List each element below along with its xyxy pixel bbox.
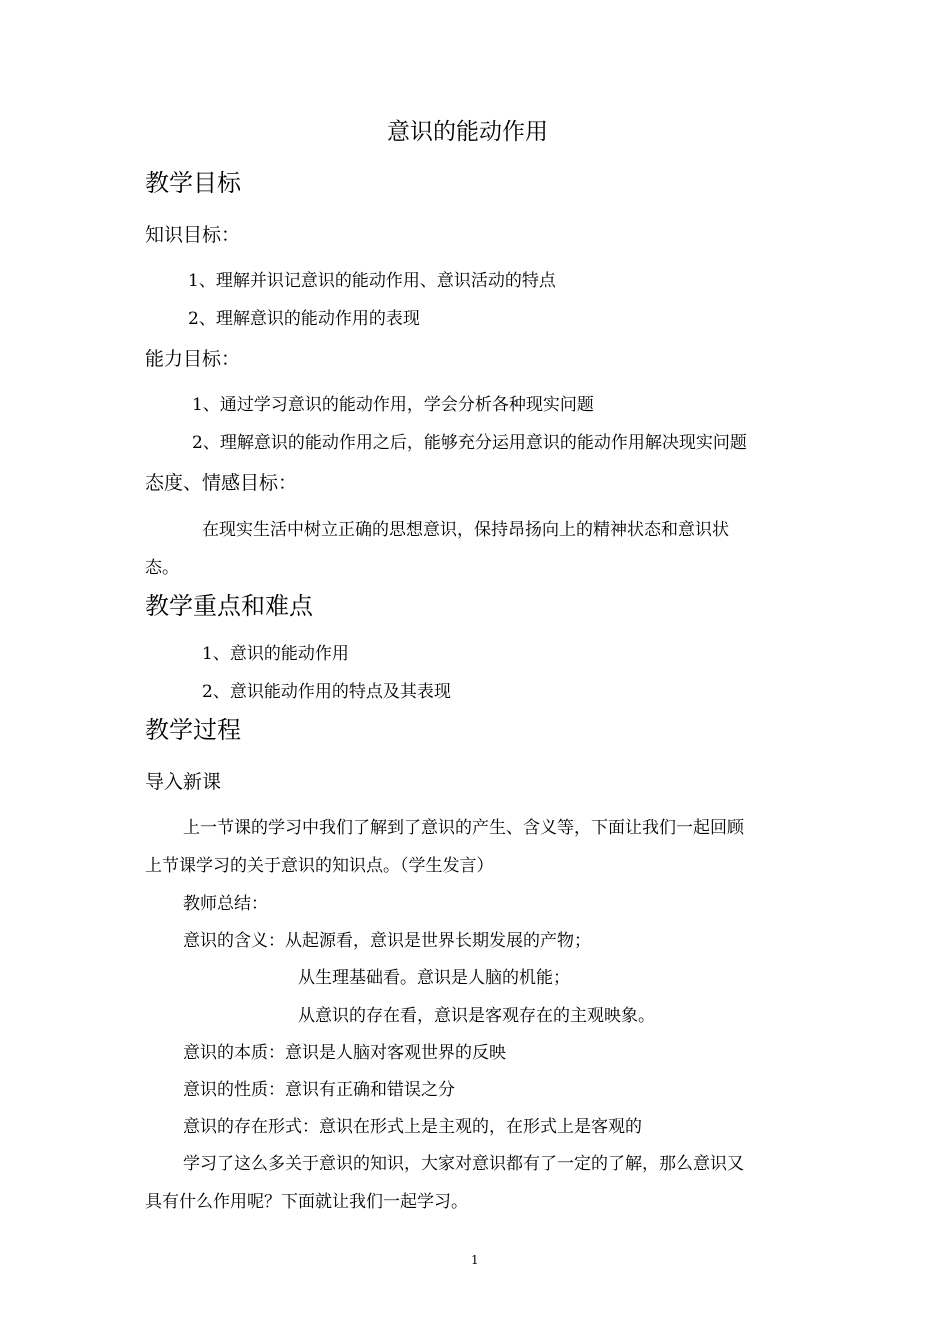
meaning-line-1: 意识的含义：从起源看，意识是世界长期发展的产物；	[183, 931, 591, 951]
form-line: 意识的存在形式：意识在形式上是主观的，在形式上是客观的	[183, 1117, 642, 1137]
heading-process: 教学过程	[145, 716, 241, 744]
knowledge-item-1: 1、理解并识记意识的能动作用、意识活动的特点	[188, 271, 556, 291]
knowledge-item-2: 2、理解意识的能动作用的表现	[188, 309, 420, 329]
ability-item-2: 2、理解意识的能动作用之后，能够充分运用意识的能动作用解决现实问题	[192, 433, 747, 453]
ability-item-1: 1、通过学习意识的能动作用，学会分析各种现实问题	[192, 395, 594, 415]
keypoint-item-2: 2、意识能动作用的特点及其表现	[202, 682, 451, 702]
intro-para2-line-2: 具有什么作用呢？下面就让我们一起学习。	[145, 1192, 468, 1212]
heading-knowledge-objectives: 知识目标：	[145, 224, 241, 246]
attitude-line-2: 态。	[145, 558, 179, 578]
meaning-line-2: 从生理基础看。意识是人脑的机能；	[298, 968, 570, 988]
meaning-line-3: 从意识的存在看，意识是客观存在的主观映象。	[298, 1006, 655, 1026]
heading-attitude-objectives: 态度、情感目标：	[145, 472, 298, 494]
heading-ability-objectives: 能力目标：	[145, 348, 241, 370]
teacher-summary-label: 教师总结：	[183, 894, 268, 914]
heading-intro: 导入新课	[145, 771, 222, 793]
keypoint-item-1: 1、意识的能动作用	[202, 644, 349, 664]
heading-keypoints: 教学重点和难点	[145, 592, 313, 620]
document-title: 意识的能动作用	[387, 119, 548, 145]
intro-para2-line-1: 学习了这么多关于意识的知识，大家对意识都有了一定的了解，那么意识又	[183, 1154, 744, 1174]
intro-para1-line-1: 上一节课的学习中我们了解到了意识的产生、含义等，下面让我们一起回顾	[183, 818, 744, 838]
attitude-line-1: 在现实生活中树立正确的思想意识，保持昂扬向上的精神状态和意识状	[202, 520, 729, 540]
intro-para1-line-2: 上节课学习的关于意识的知识点。（学生发言）	[145, 856, 494, 876]
page-number: 1	[471, 1253, 479, 1267]
heading-objectives: 教学目标	[145, 169, 241, 197]
essence-line: 意识的本质：意识是人脑对客观世界的反映	[183, 1043, 506, 1063]
nature-line: 意识的性质：意识有正确和错误之分	[183, 1080, 455, 1100]
